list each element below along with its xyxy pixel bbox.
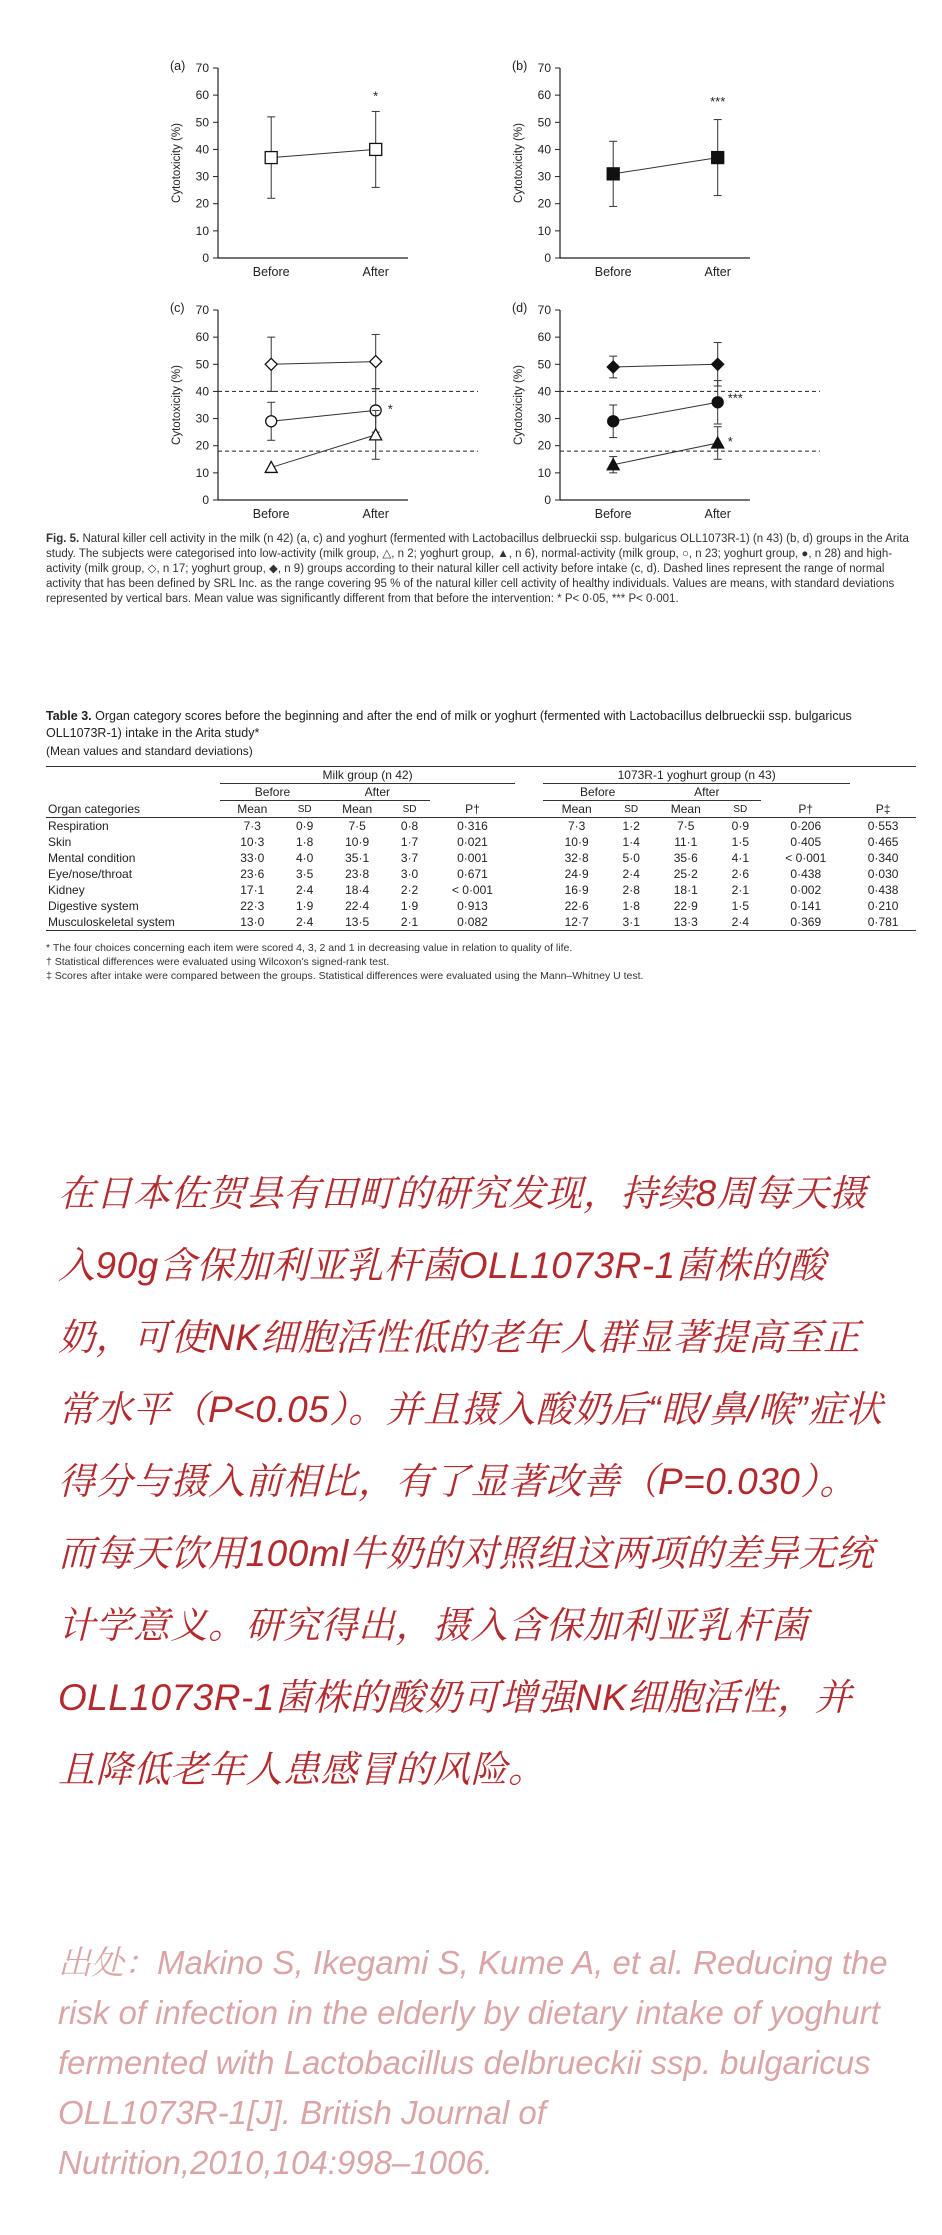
y-tick-label: 20 xyxy=(195,196,209,211)
table-cell: 32·8 xyxy=(564,851,589,865)
organ-category: Skin xyxy=(48,835,72,849)
y-tick-label: 70 xyxy=(537,61,551,75)
figure-caption-label: Fig. 5. xyxy=(46,533,80,545)
table-header-blank-5 xyxy=(761,784,850,801)
y-axis-label: Cytotoxicity (%) xyxy=(513,123,525,203)
series-line xyxy=(613,402,718,421)
table-footnote: † Statistical differences were evaluated using Wilcoxon's signed-rank test. xyxy=(46,956,390,968)
table-row xyxy=(46,914,916,931)
table-cell: 13·0 xyxy=(220,914,284,931)
table-cell: 1·9 xyxy=(296,899,314,913)
figure-caption xyxy=(46,532,916,607)
table-cell: 0·002 xyxy=(790,883,822,897)
table-footnote: * The four choices concerning each item were scored 4, 3, 2 and 1 in decreasing value in relation to quality of life. xyxy=(46,942,573,954)
table-cell: < 0·001 xyxy=(451,883,493,897)
table-cell: 7·3 xyxy=(567,819,586,833)
figure-caption-text: Natural killer cell activity in the milk (n 42) (a, c) and yoghurt (fermented with Lactobacillus delbrueckii ssp. bulgaricus OLL1073R-1) (n 43) (b, d) groups in the Arita study. The subjects were categorised into low-activity (milk group, △, n 2; yoghurt group, ▲, n 6), normal-activity (milk group, ○, n 23; yoghurt group, ●, n 28) and high-activity (milk group, ◇, n 17; yoghurt group, ◆, n 9) groups according to their natural killer cell activity before intake (c, d). Dashed lines represent the range of normal activity that has been defined by SRL Inc. as the range covering 95 % of the natural killer cell activity of healthy individuals. Values are means, with standard deviations represented by vertical bars. Mean value was significantly different from that before the intervention: * P< 0·05, *** P< 0·001. xyxy=(46,533,909,605)
y-axis-label: Cytotoxicity (%) xyxy=(171,123,183,203)
table-title xyxy=(46,708,916,742)
table-header-milk: Milk group (n 42) xyxy=(220,767,515,784)
table-cell: 0·082 xyxy=(430,914,515,931)
significance-mark: * xyxy=(727,434,733,449)
table-cell: 10·3 xyxy=(240,835,265,849)
table-cell: 24·9 xyxy=(564,867,589,881)
table-footnote: ‡ Scores after intake were compared between the groups. Statistical differences were evaluated using the Mann–Whitney U test. xyxy=(46,970,644,982)
table-cell: < 0·001 xyxy=(785,851,827,865)
table-gap xyxy=(515,818,543,835)
table-row xyxy=(46,882,916,898)
table-gap xyxy=(515,850,543,866)
y-axis-label: Cytotoxicity (%) xyxy=(513,365,525,445)
table-cell: 7·5 xyxy=(348,819,366,833)
organ-category: Respiration xyxy=(48,819,109,833)
y-tick-label: 60 xyxy=(195,88,209,103)
table-cell: 13·3 xyxy=(652,914,719,931)
table-cell: 1·4 xyxy=(622,835,640,849)
x-tick-label: After xyxy=(704,507,731,521)
table-cell: 0·210 xyxy=(867,899,899,913)
table-cell: 0·405 xyxy=(790,835,822,849)
y-tick-label: 70 xyxy=(537,303,551,317)
data-point-before xyxy=(266,416,277,427)
col-sd: SD xyxy=(284,801,324,818)
y-tick-label: 60 xyxy=(537,88,551,103)
table-cell: 0·913 xyxy=(457,899,488,913)
data-point-before xyxy=(608,416,619,427)
table-cell: 18·1 xyxy=(673,883,698,897)
table-cell: 0·340 xyxy=(867,851,899,865)
table-header-blank-6 xyxy=(850,784,916,801)
table-cell: 1·8 xyxy=(296,835,314,849)
table-cell: 1·9 xyxy=(400,899,419,913)
col-mean: Mean xyxy=(325,801,389,818)
table-cell: 0·316 xyxy=(457,819,488,833)
table-cell: 0·001 xyxy=(457,851,488,865)
table-row xyxy=(46,818,916,835)
organ-category: Eye/nose/throat xyxy=(48,867,133,881)
table-header-blank xyxy=(46,767,220,784)
organ-category: Digestive system xyxy=(48,899,139,913)
table-gap xyxy=(515,882,543,898)
table-cell: 2·4 xyxy=(296,883,314,897)
significance-mark: * xyxy=(387,401,393,417)
col-mean: Mean xyxy=(543,801,610,818)
y-tick-label: 60 xyxy=(537,330,551,345)
panel-label: (b) xyxy=(512,59,528,73)
data-point-before xyxy=(607,168,619,180)
table-gap xyxy=(515,914,543,931)
y-tick-label: 40 xyxy=(195,384,209,399)
y-tick-label: 0 xyxy=(544,251,551,265)
data-point-before xyxy=(265,461,277,472)
y-tick-label: 10 xyxy=(195,223,209,238)
table-gap-3 xyxy=(515,801,543,818)
y-tick-label: 30 xyxy=(537,411,551,426)
table-body xyxy=(46,818,916,931)
milk-after-header: After xyxy=(325,784,430,801)
y-tick-label: 40 xyxy=(537,384,551,399)
table-cell: 0·206 xyxy=(790,819,822,833)
data-point-after xyxy=(712,397,723,408)
col-mean: Mean xyxy=(652,801,719,818)
table-cell: 3·5 xyxy=(296,867,314,881)
y-tick-label: 70 xyxy=(195,61,209,75)
x-tick-label: After xyxy=(362,265,389,279)
table-cell: 10·9 xyxy=(345,835,370,849)
y-tick-label: 50 xyxy=(195,357,209,372)
col-sd: SD xyxy=(610,801,652,818)
figure-5-plots xyxy=(0,0,942,530)
x-tick-label: After xyxy=(362,507,389,521)
data-point-after xyxy=(712,152,724,164)
yoghurt-after-header: After xyxy=(652,784,761,801)
table-cell: 2·1 xyxy=(731,883,749,897)
col-p-dagger: P† xyxy=(761,801,850,818)
figure-5 xyxy=(0,0,942,605)
y-tick-label: 0 xyxy=(544,493,551,507)
data-point-after xyxy=(712,437,724,448)
table-header-yoghurt: 1073R-1 yoghurt group (n 43) xyxy=(543,767,850,784)
data-point-after xyxy=(370,429,382,440)
table-gap xyxy=(515,834,543,850)
y-tick-label: 50 xyxy=(537,115,551,130)
table-cell: 0·781 xyxy=(850,914,916,931)
series-line xyxy=(613,158,718,174)
significance-mark: *** xyxy=(710,94,726,109)
table-cell: 0·9 xyxy=(296,819,314,833)
table-cell: 25·2 xyxy=(673,867,698,881)
table-cell: 23·8 xyxy=(345,867,370,881)
organ-category: Mental condition xyxy=(48,851,136,865)
table-cell: 2·4 xyxy=(622,867,640,881)
significance-mark: *** xyxy=(727,390,743,406)
y-tick-label: 0 xyxy=(202,493,209,507)
table-cell: 0·8 xyxy=(400,819,419,833)
table-subtitle: (Mean values and standard deviations) xyxy=(46,744,253,758)
col-sd: SD xyxy=(719,801,761,818)
table-gap xyxy=(515,767,543,784)
y-tick-label: 20 xyxy=(195,438,209,453)
table-header-blank-4 xyxy=(430,784,515,801)
table-cell: 0·671 xyxy=(457,867,488,881)
y-tick-label: 0 xyxy=(202,251,209,265)
y-tick-label: 20 xyxy=(537,438,551,453)
summary-paragraph: 在日本佐贺县有田町的研究发现，持续8周每天摄入90g含保加利亚乳杆菌OLL1073R-1菌株的酸奶，可使NK细胞活性低的老年人群显著提高至正常水平（P<0.05）。并且摄入酸奶后“眼/鼻/喉”症状得分与摄入前相比，有了显著改善（P=0.030）。而每天饮用100ml牛奶的对照组这两项的差异无统计学意义。研究得出，摄入含保加利亚乳杆菌OLL1073R-1菌株的酸奶可增强NK细胞活性，并且降低老年人患感冒的风险。 xyxy=(58,1173,883,1790)
series-line xyxy=(271,149,376,157)
data-point-after xyxy=(370,356,382,368)
table-cell: 4·0 xyxy=(296,851,314,865)
y-tick-label: 10 xyxy=(537,465,551,480)
table-cell: 12·7 xyxy=(543,914,610,931)
series-line xyxy=(271,410,376,421)
table-cell: 0·030 xyxy=(867,867,899,881)
y-tick-label: 30 xyxy=(537,169,551,184)
table-cell: 0·021 xyxy=(457,835,488,849)
table-cell: 2·2 xyxy=(400,883,419,897)
y-tick-label: 10 xyxy=(537,223,551,238)
table-cell: 35·6 xyxy=(673,851,698,865)
data-point-after xyxy=(370,143,382,155)
table-cell: 0·141 xyxy=(790,899,822,913)
y-tick-label: 50 xyxy=(537,357,551,372)
y-tick-label: 40 xyxy=(537,142,551,157)
table-cell: 22·6 xyxy=(564,899,589,913)
table-cell: 17·1 xyxy=(240,883,265,897)
data-point-before xyxy=(607,361,619,373)
col-sd: SD xyxy=(389,801,429,818)
table-3 xyxy=(46,708,916,983)
table-cell: 3·0 xyxy=(400,867,419,881)
x-tick-label: Before xyxy=(252,507,290,521)
data-point-before xyxy=(265,152,277,164)
table-cell: 5·0 xyxy=(622,851,640,865)
y-axis-label: Cytotoxicity (%) xyxy=(171,365,183,445)
table-cell: 33·0 xyxy=(240,851,265,865)
organ-category: Musculoskeletal system xyxy=(46,914,220,931)
table-cell: 1·7 xyxy=(400,835,419,849)
yoghurt-before-header: Before xyxy=(543,784,652,801)
table-title-label: Table 3. xyxy=(46,709,92,723)
table-header-blank-3 xyxy=(46,784,220,801)
series-line xyxy=(613,364,718,367)
table-cell: 2·1 xyxy=(389,914,429,931)
panel-label: (c) xyxy=(170,301,185,315)
table-cell: 0·438 xyxy=(867,883,899,897)
table-cell: 0·438 xyxy=(790,867,822,881)
series-line xyxy=(271,362,376,365)
y-tick-label: 50 xyxy=(195,115,209,130)
x-tick-label: Before xyxy=(594,265,632,279)
table-cell: 11·1 xyxy=(674,835,698,849)
source-citation: 出处：Makino S, Ikegami S, Kume A, et al. Reducing the risk of infection in the elderly by dietary intake of yoghurt fermented with Lactobacillus delbrueckii ssp. bulgaricus OLL1073R-1[J]. British Journal of Nutrition,2010,104:998–1006. xyxy=(58,1944,888,2181)
table-row xyxy=(46,866,916,882)
x-tick-label: Before xyxy=(252,265,290,279)
x-tick-label: Before xyxy=(594,507,632,521)
table-cell: 1·2 xyxy=(622,819,640,833)
table-row xyxy=(46,850,916,866)
x-tick-label: After xyxy=(704,265,731,279)
table-cell: 3·1 xyxy=(610,914,652,931)
table-cell: 1·8 xyxy=(622,899,640,913)
col-p-dagger: P† xyxy=(430,801,515,818)
table-cell: 0·9 xyxy=(731,819,749,833)
organ-category: Kidney xyxy=(48,883,85,897)
col-p-double-dagger: P‡ xyxy=(850,801,916,818)
panel-label: (d) xyxy=(512,301,528,315)
table-cell: 22·4 xyxy=(345,899,370,913)
y-tick-label: 30 xyxy=(195,411,209,426)
table-cell: 1·5 xyxy=(731,835,749,849)
table-cell: 18·4 xyxy=(345,883,370,897)
significance-mark: * xyxy=(373,88,379,104)
data-point-before xyxy=(265,358,277,370)
table-cell: 4·1 xyxy=(731,851,749,865)
table-cell: 10·9 xyxy=(564,835,589,849)
series-line xyxy=(613,443,718,465)
table-gap xyxy=(515,866,543,882)
table-cell: 1·5 xyxy=(731,899,749,913)
organ-col-header: Organ categories xyxy=(46,801,220,818)
milk-before-header: Before xyxy=(220,784,325,801)
y-tick-label: 30 xyxy=(195,169,209,184)
y-tick-label: 10 xyxy=(195,465,209,480)
table-header-blank-2 xyxy=(850,767,916,784)
y-tick-label: 40 xyxy=(195,142,209,157)
table-cell: 2·4 xyxy=(284,914,324,931)
organ-scores-table xyxy=(46,766,916,931)
table-cell: 2·6 xyxy=(731,867,749,881)
table-cell: 23·6 xyxy=(240,867,265,881)
table-cell: 2·8 xyxy=(622,883,640,897)
table-cell: 2·4 xyxy=(719,914,761,931)
table-cell: 22·3 xyxy=(240,899,265,913)
table-gap xyxy=(515,898,543,914)
table-footnotes xyxy=(46,941,916,983)
table-title-text: Organ category scores before the beginning and after the end of milk or yoghurt (fermented with Lactobacillus delbrueckii ssp. bulgaricus OLL1073R-1) intake in the Arita study* xyxy=(46,709,852,740)
table-cell: 13·5 xyxy=(325,914,389,931)
y-tick-label: 70 xyxy=(195,303,209,317)
panel-label: (a) xyxy=(170,59,186,73)
table-row xyxy=(46,898,916,914)
table-cell: 0·465 xyxy=(867,835,899,849)
table-cell: 22·9 xyxy=(673,899,698,913)
table-cell: 7·5 xyxy=(677,819,695,833)
table-cell: 0·369 xyxy=(761,914,850,931)
y-tick-label: 20 xyxy=(537,196,551,211)
table-cell: 7·3 xyxy=(243,819,261,833)
y-tick-label: 60 xyxy=(195,330,209,345)
table-cell: 35·1 xyxy=(345,851,370,865)
table-cell: 16·9 xyxy=(564,883,589,897)
table-cell: 3·7 xyxy=(400,851,419,865)
table-gap-2 xyxy=(515,784,543,801)
table-row xyxy=(46,834,916,850)
col-mean: Mean xyxy=(220,801,284,818)
data-point-after xyxy=(712,358,724,370)
table-cell: 0·553 xyxy=(867,819,899,833)
